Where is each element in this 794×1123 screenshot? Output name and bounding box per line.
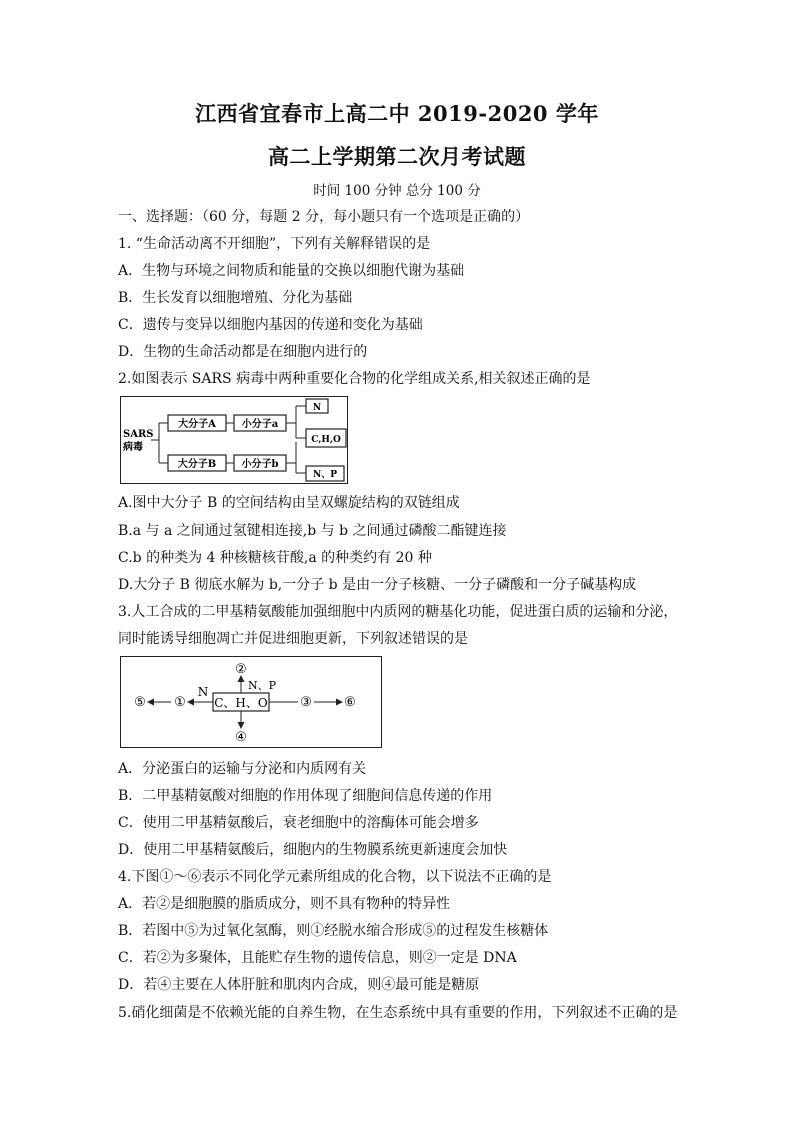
q3-label-n: N (197, 685, 209, 699)
q1-option-d: D．生物的生命活动都是在细胞内进行的 (118, 344, 368, 360)
q2-stem: 2.如图表示 SARS 病毒中两种重要化合物的化学组成关系,相关叙述正确的是 (118, 371, 591, 387)
q1-stem: 1. “生命活动离不开细胞”，下列有关解释错误的是 (118, 236, 431, 252)
q4-option-a: A．若②是细胞膜的脂质成分，则不具有物种的特异性 (118, 896, 451, 912)
q1-option-b: B．生长发育以细胞增殖、分化为基础 (118, 290, 353, 306)
section-heading: 一、选择题：（60 分，每题 2 分，每小题只有一个选项是正确的） (118, 209, 530, 225)
q2-option-d: D.大分子 B 彻底水解为 b,一分子 b 是由一分子核糖、一分子磷酸和一分子碱基构成 (118, 577, 637, 593)
q3-node-4: ④ (235, 730, 247, 745)
q2-option-b: B.a 与 a 之间通过氢键相连接,b 与 b 之间通过磷酸二酯键连接 (118, 523, 507, 539)
q2-elem-np: N、P (313, 470, 337, 480)
q4-option-d: D．若④主要在人体肝脏和肌肉内合成，则④最可能是糖原 (118, 977, 480, 993)
q3-option-c: C．使用二甲基精氨酸后，衰老细胞中的溶酶体可能会增多 (118, 815, 479, 831)
q2-option-a: A.图中大分子 B 的空间结构由呈双螺旋结构的双链组成 (118, 495, 460, 511)
exam-meta: 时间 100 分钟 总分 100 分 (313, 183, 481, 199)
q4-stem: 4.下图①～⑥表示不同化学元素所组成的化合物，以下说法不正确的是 (118, 869, 552, 885)
q3-option-d: D．使用二甲基精氨酸后，细胞内的生物膜系统更新速度会加快 (118, 842, 508, 858)
q3-diagram (120, 656, 382, 748)
q2-option-c: C.b 的种类为 4 种核糖核苷酸,a 的种类约有 20 种 (118, 550, 432, 566)
q2-smallA-label: 小分子a (241, 419, 279, 430)
q3-option-a: A．分泌蛋白的运输与分泌和内质网有关 (118, 761, 367, 777)
q4-option-b: B．若图中⑤为过氧化氢酶，则①经脱水缩合形成⑤的过程发生核糖体 (118, 923, 549, 939)
q3-stem-line1: 3.人工合成的二甲基精氨酸能加强细胞中内质网的糖基化功能，促进蛋白质的运输和分泌， (118, 604, 678, 620)
q2-elem-cho: C,H,O (311, 435, 341, 445)
q1-option-c: C．遗传与变异以细胞内基因的传递和变化为基础 (118, 317, 423, 333)
q3-stem-line2: 同时能诱导细胞凋亡并促进细胞更新，下列叙述错误的是 (118, 631, 468, 647)
q3-label-np: N、P (248, 679, 277, 692)
q3-node-5: ⑤ (134, 695, 146, 710)
q3-node-6: ⑥ (344, 695, 356, 710)
q5-stem: 5.硝化细菌是不依赖光能的自养生物，在生态系统中具有重要的作用，下列叙述不正确的是 (118, 1005, 678, 1021)
q4-option-c: C．若②为多聚体，且能贮存生物的遗传信息，则②一定是 DNA (118, 950, 517, 966)
q1-option-a: A．生物与环境之间物质和能量的交换以细胞代谢为基础 (118, 263, 465, 279)
exam-title-line2: 高二上学期第二次月考试题 (268, 144, 526, 169)
q2-virus-label-2: 病毒 (123, 442, 143, 453)
q2-smallB-label: 小分子b (241, 459, 279, 470)
q3-option-b: B．二甲基精氨酸对细胞的作用体现了细胞间信息传递的作用 (118, 788, 493, 804)
q2-macroA-label: 大分子A (178, 419, 216, 430)
q3-center-label: C、H、O (214, 696, 268, 710)
q2-macroB-label: 大分子B (177, 459, 217, 470)
q2-diagram (120, 396, 348, 484)
exam-title-line1: 江西省宜春市上高二中 2019-2020 学年 (195, 101, 599, 126)
q3-node-3: ③ (300, 695, 312, 710)
q3-node-1: ① (174, 695, 186, 710)
q2-elem-n: N (312, 403, 322, 413)
q3-node-2: ② (235, 662, 247, 677)
q2-virus-label-1: SARS (123, 429, 154, 440)
